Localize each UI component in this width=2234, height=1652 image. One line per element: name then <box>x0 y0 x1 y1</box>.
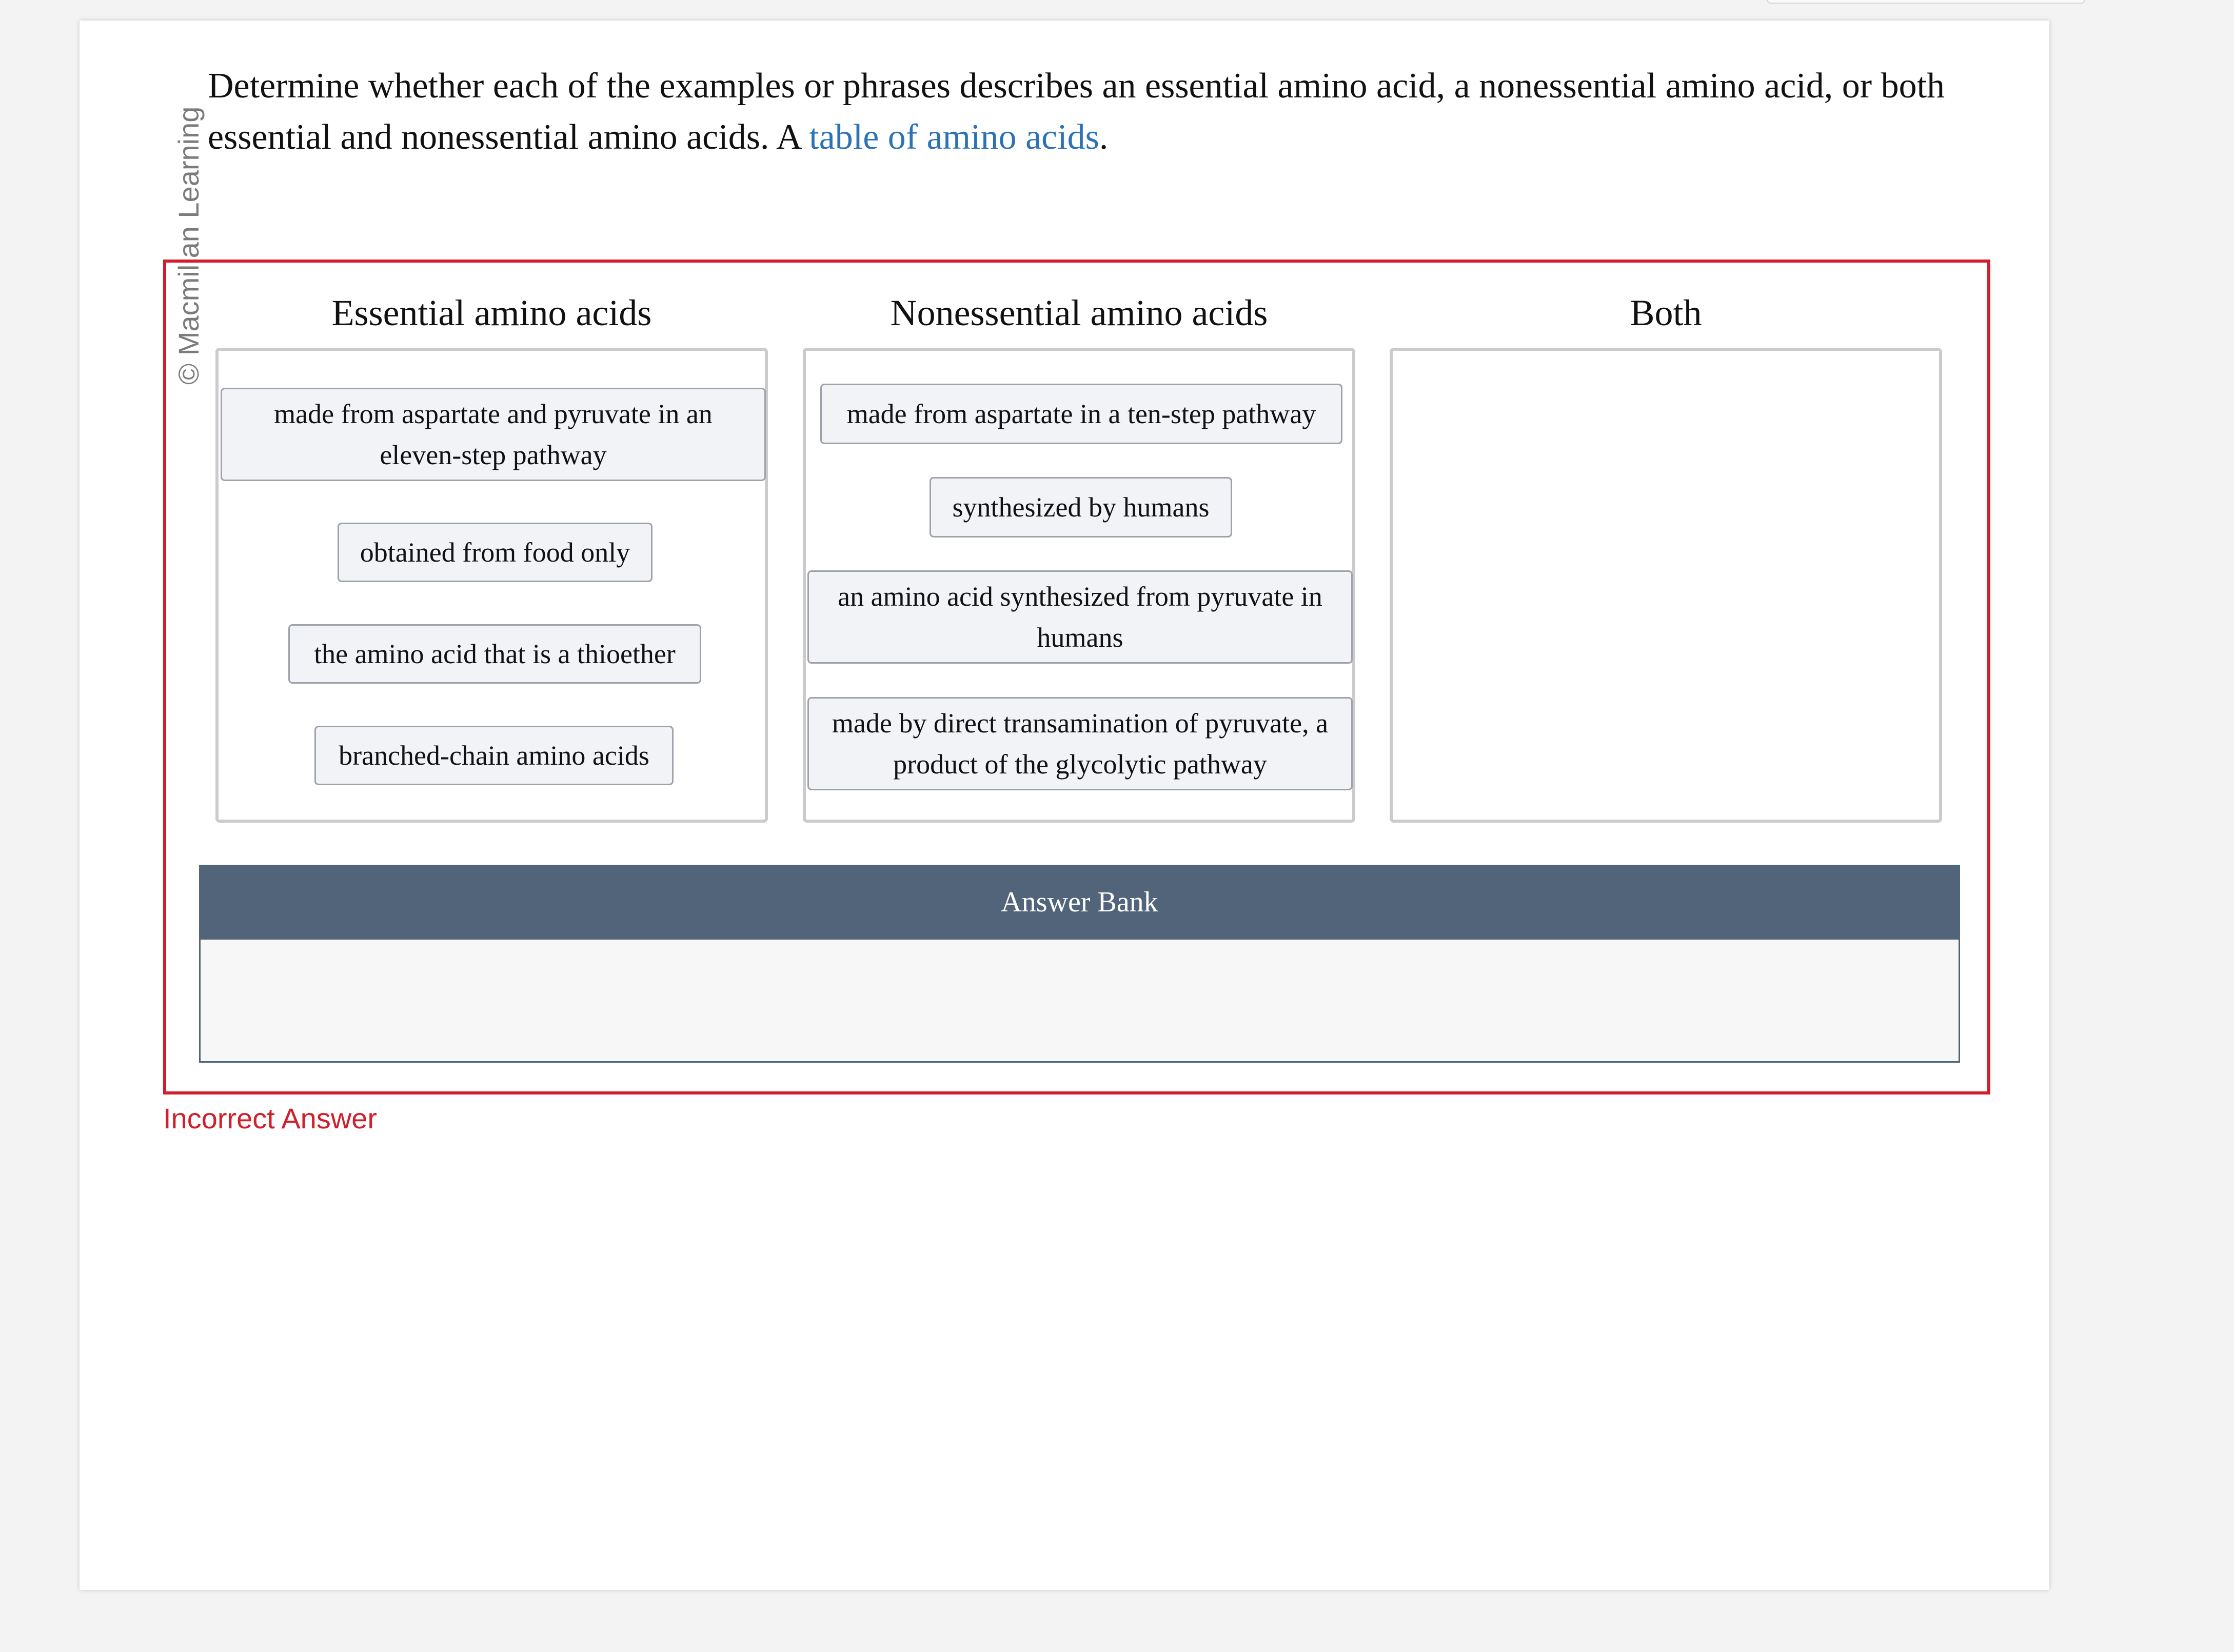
answer-chip[interactable]: branched-chain amino acids <box>314 726 674 785</box>
question-prompt: Determine whether each of the examples or phrases describes an essential amino acid, a nonessential amino acid, or both essential and nonessential amino acids. A <box>208 66 1945 157</box>
column-title-nonessential: Nonessential amino acids <box>890 292 1268 333</box>
column-title-both: Both <box>1630 292 1702 333</box>
dropzone-both[interactable] <box>1390 348 1942 823</box>
answer-chip[interactable]: synthesized by humans <box>930 477 1232 538</box>
column-title-essential: Essential amino acids <box>331 292 652 333</box>
amino-acid-table-link[interactable]: table of amino acids <box>809 117 1099 157</box>
top-tab <box>1767 0 2085 4</box>
answer-chip[interactable]: made by direct transamination of pyruvate, a product of the glycolytic pathway <box>807 697 1353 790</box>
answer-chip[interactable]: made from aspartate in a ten-step pathway <box>820 384 1342 444</box>
answer-chip[interactable]: made from aspartate and pyruvate in an eleven-step pathway <box>221 388 766 481</box>
question-suffix: . <box>1099 117 1109 157</box>
incorrect-answer-message: Incorrect Answer <box>163 1102 378 1134</box>
copyright-label: © Macmillan Learning <box>172 106 205 385</box>
column-nonessential <box>803 287 1355 780</box>
answer-bank-header: Answer Bank <box>199 865 1960 940</box>
dropzone-essential[interactable] <box>215 348 768 823</box>
answer-bank-dropzone[interactable] <box>199 940 1960 1063</box>
answer-chip[interactable]: an amino acid synthesized from pyruvate in humans <box>807 570 1353 664</box>
question-text <box>208 61 2034 163</box>
column-essential <box>215 287 768 771</box>
answer-chip[interactable]: obtained from food only <box>338 523 653 582</box>
dropzone-nonessential[interactable] <box>803 348 1355 823</box>
column-both <box>1390 287 1942 339</box>
answer-chip[interactable]: the amino acid that is a thioether <box>288 624 701 684</box>
